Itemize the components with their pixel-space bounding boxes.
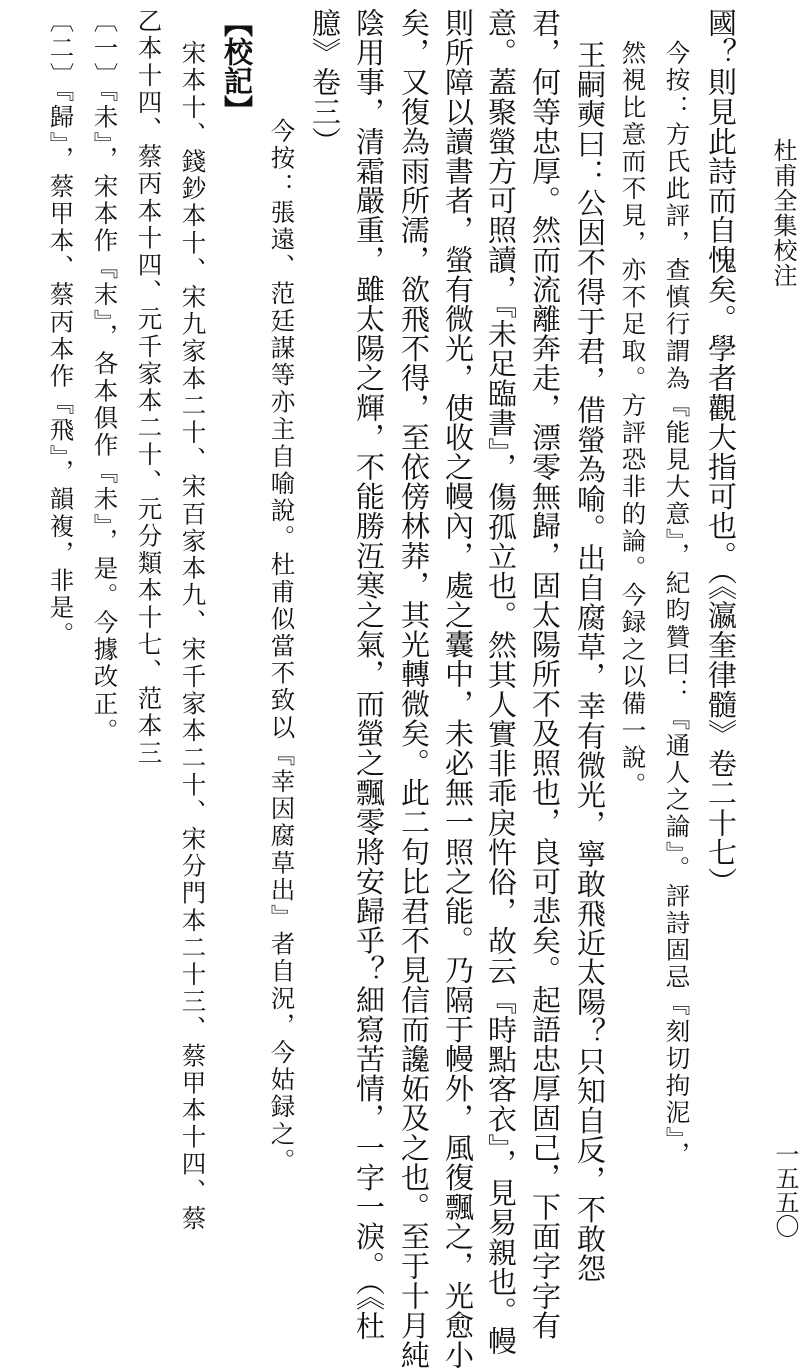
text-column: 臆》卷三） [308,8,342,156]
text-column: 意。蓋聚螢方可照讀，『未足臨書』，傷孤立也。然其人實非乖戾忤俗，故云『時點客衣』，見易親也。幔 [484,8,518,1356]
text-column: 君，何等忠厚。然而流離奔走，漂零無歸，固太陽所不及照也，良可悲矣。起語忠厚固己，下面字字有 [528,8,562,1340]
book-title: 杜甫全集校注 [769,138,797,288]
collation-column: 〔二〕『歸』，蔡甲本、蔡丙本作『飛』，韻複，非是。 [46,8,76,649]
text-column: 陰用事，清霜嚴重，雖太陽之輝，不能勝沍寒之氣，而螢之飄零將安歸乎？細寫苦情，一字一淚。（《杜 [352,8,386,1341]
text-column: 王嗣奭曰：公因不得于君，借螢為喻。出自腐草，幸有微光，寧敢飛近太陽？只知自反，不敢怨 [573,40,607,1284]
collation-column: 宋本十、錢鈔本十、宋九家本二十、宋百家本九、宋千家本二十、宋分門本二十三、蔡甲本十四、蔡 [178,40,208,1233]
page-number: 一五五〇 [771,1142,799,1238]
text-column: 則所障以讀書者，螢有微光，使收之幔內，處之囊中，未必無一照之能。乃隔于幔外，風復飄之，光愈小 [441,8,475,1370]
collation-column: 乙本十四、蔡丙本十四、元千家本二十、元分類本十七、范本三 [134,8,164,767]
text-column: 國？則見此詩而自愧矣。學者觀大指可也。（《瀛奎律髓》卷二十七） [704,8,738,897]
text-column: 矣，又復為雨所濡，欲飛不得，至依傍林莽，其光轉微矣。此二句比君不見信而讒妬及之也。至于十月純 [397,8,431,1370]
collation-column: 〔一〕『未』，宋本作『末』，各本俱作『未』，是。今據改正。 [90,8,120,745]
text-column: 然視比意而不見，亦不足取。方評恐非的論。今録之以備一說。 [618,40,648,799]
text-column: 今按：方氏此評，查慎行謂為『能見大意』，紀昀贊曰：『通人之論』。評詩固忌『刻切拘泥』， [662,40,692,1169]
text-column: 今按：張遠、范廷謀等亦主自喻說。杜甫似當不致以『幸因腐草出』者自況，今姑録之。 [267,118,297,1175]
section-heading: 【校記】 [220,8,254,124]
